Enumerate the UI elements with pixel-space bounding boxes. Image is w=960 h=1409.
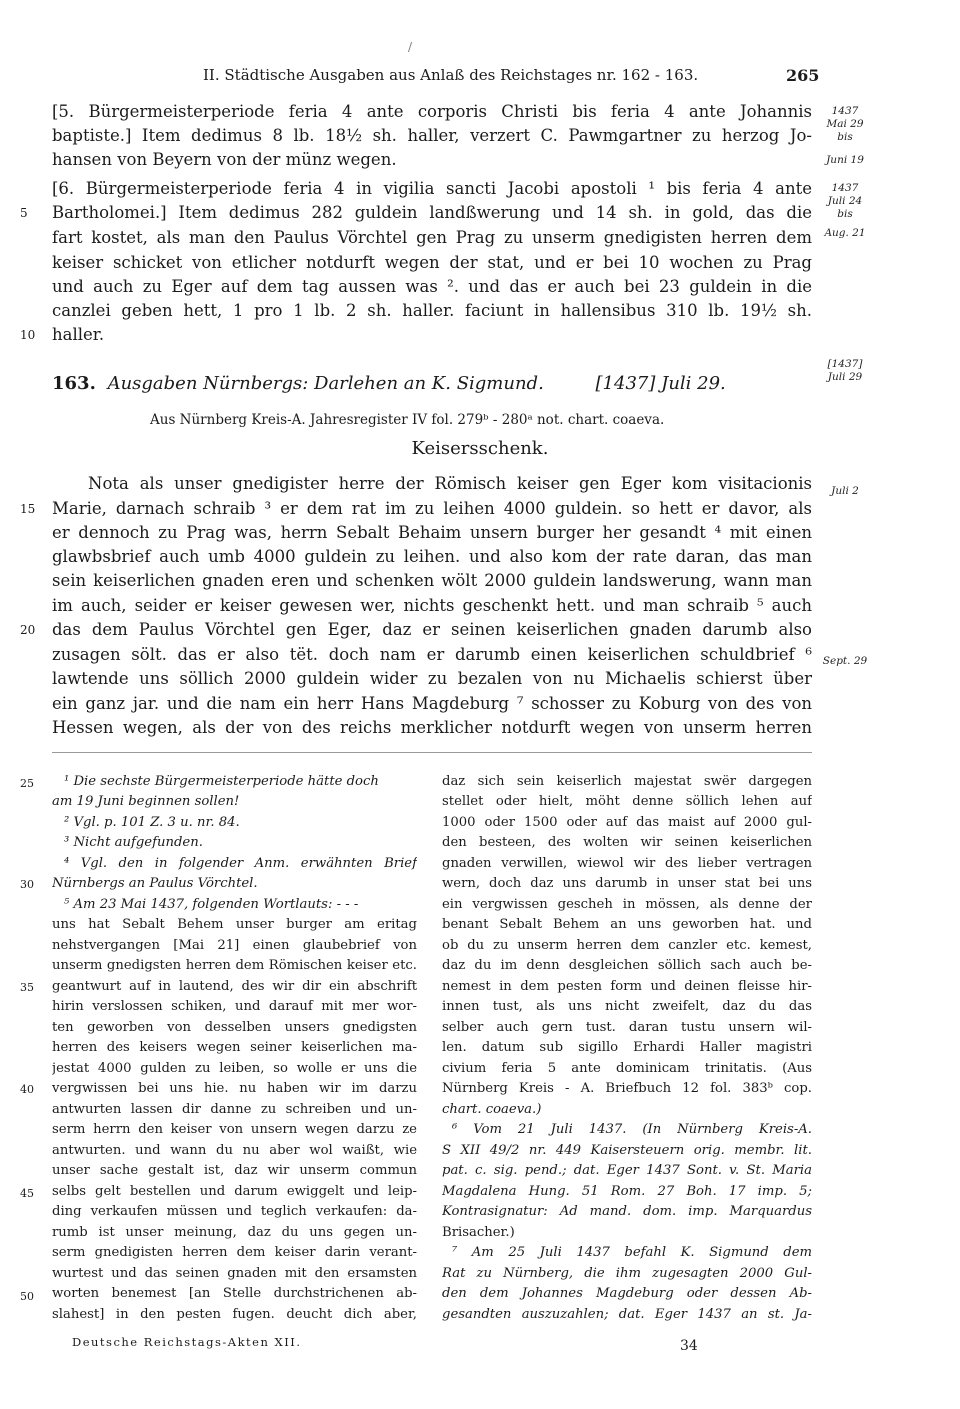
footnote-line: daz sich sein keiserlich majestat swër dargegen xyxy=(442,774,812,789)
footnote-line: Rat zu Nürnberg, die ihm zugesagten 2000 Gul- xyxy=(442,1266,812,1281)
footnote-line: slahest] in den pesten fugen. deucht dich aber, xyxy=(52,1307,417,1322)
text-line: Nota als unser gnedigister herre der Römisch keiser gen Eger kom visitacionis xyxy=(88,474,812,493)
footnote-line: pat. c. sig. pend.; dat. Eger 1437 Sont. v. St. Maria xyxy=(442,1163,812,1178)
section-title: Ausgaben Nürnbergs: Darlehen an K. Sigmund. xyxy=(107,373,544,394)
section-number: 163. xyxy=(52,373,96,394)
footnote-line: ⁷ Am 25 Juli 1437 befahl K. Sigmund dem xyxy=(452,1245,812,1260)
footnote-line: ein vergwissen gescheh in mössen, als denne der xyxy=(442,897,812,912)
line-number: 10 xyxy=(20,328,36,342)
page-number: 265 xyxy=(786,66,820,85)
footnote-line: ding verkaufen müssen und teglich verkaufen: da- xyxy=(52,1204,417,1219)
text-line: zusagen sölt. das er also tët. doch nam er darumb einen keiserlichen schuldbrief ⁶ xyxy=(52,645,812,664)
text-line: baptiste.] Item dedimus 8 lb. 18½ sh. haller, verzert C. Pawmgartner zu herzog Jo- xyxy=(52,126,812,145)
footnote-line: Nürnbergs an Paulus Vörchtel. xyxy=(52,876,258,891)
text-line: haller. xyxy=(52,325,105,344)
text-line: glawbsbrief auch umb 4000 guldein zu leihen. und also kom der rate daran, das man xyxy=(52,547,812,566)
text-line: Bartholomei.] Item dedimus 282 guldein landßwerung und 14 sh. in gold, das die xyxy=(52,203,812,222)
line-number: 30 xyxy=(20,878,34,891)
footnote-line: antwurten. und wann du nu aber wol waißt, wie xyxy=(52,1143,417,1158)
margin-date-note: 1437 Mai 29 bis Juni 19 xyxy=(826,105,864,166)
footnote-line: civium feria 5 ante dominicam trinitatis. (Aus xyxy=(442,1061,812,1076)
text-line: das dem Paulus Vörchtel gen Eger, daz er seinen keiserlichen gnaden darumb also xyxy=(52,620,812,639)
text-line: er dennoch zu Prag was, herrn Sebalt Behaim unsern burger her gesandt ⁴ mit einen xyxy=(52,523,812,542)
footnote-line: unserm gnedigsten herren dem Römischen keiser etc. xyxy=(52,958,417,973)
footnote-line: ⁴ Vgl. den in folgender Anm. erwähnten Brief xyxy=(64,856,417,871)
footnote-line: len. datum sub sigillo Erhardi Haller magistri xyxy=(442,1040,812,1055)
text-line: [6. Bürgermeisterperiode feria 4 in vigilia sancti Jacobi apostoli ¹ bis feria 4 ante xyxy=(52,179,812,198)
footnote-line: hirin verslossen schiken, und darauf mit mer wor- xyxy=(52,999,417,1014)
footnote-line: gnaden verwillen, wiewol wir des lieber vertragen xyxy=(442,856,812,871)
text-line: ein ganz jar. und die nam ein herr Hans Magdeburg ⁷ schosser zu Koburg von des von xyxy=(52,694,812,713)
footnote-line: Nürnberg Kreis - A. Briefbuch 12 fol. 383ᵇ cop. xyxy=(442,1081,812,1096)
footnote-line: ⁶ Vom 21 Juli 1437. (In Nürnberg Kreis-A. xyxy=(452,1122,812,1137)
footnote-line: den besteen, des wolten wir seinen keiserlichen xyxy=(442,835,812,850)
footnote-line: herren des keisers wegen seiner keiserlichen ma- xyxy=(52,1040,417,1055)
text-line: fart kostet, als man den Paulus Vörchtel gen Prag zu unserm gnedigisten herren dem xyxy=(52,228,812,247)
footnote-line: ob du zu unserm herren dem canzler etc. kemest, xyxy=(442,938,812,953)
section-subtitle: Keisersschenk. xyxy=(411,438,549,459)
footnote-separator xyxy=(52,752,812,753)
line-number: 50 xyxy=(20,1290,34,1303)
footnote-line: wurtest und das seinen gnaden mit den ersamsten xyxy=(52,1266,417,1281)
footnote-line: serm herrn den keiser von unsern wegen darzu ze xyxy=(52,1122,417,1137)
margin-date-note: [1437] Juli 29 xyxy=(827,358,863,383)
text-line: lawtende uns söllich 2000 guldein wider zu bezalen von nu Michaelis schierst über xyxy=(52,669,812,688)
footnote-line: vergwissen bei uns hie. nu haben wir im darzu xyxy=(52,1081,417,1096)
text-line: sein keiserlichen gnaden eren und schenken wölt 2000 guldein landswerung, wann man xyxy=(52,571,812,590)
line-number: 40 xyxy=(20,1083,34,1096)
source-citation: Aus Nürnberg Kreis-A. Jahresregister IV fol. 279ᵇ - 280ᵃ not. chart. coaeva. xyxy=(150,412,665,428)
line-number: 20 xyxy=(20,623,36,637)
text-line: im auch, seider er keiser gewesen wer, nichts geschenkt hett. und man schraib ⁵ auch xyxy=(52,596,812,615)
text-line: canzlei geben hett, 1 pro 1 lb. 2 sh. haller. faciunt in hallensibus 310 lb. 19½ sh. xyxy=(52,301,812,320)
footnote-line: selbs gelt bestellen und darum ewiggelt und leip- xyxy=(52,1184,417,1199)
footnote-line: uns hat Sebalt Behem unser burger am eritag xyxy=(52,917,417,932)
footnote-line: S XII 49/2 nr. 449 Kaisersteuern orig. membr. lit. xyxy=(442,1143,812,1158)
footnote-line: ³ Nicht aufgefunden. xyxy=(64,835,203,850)
footnote-line: ten geworben von desselben unsers gnedigsten xyxy=(52,1020,417,1035)
text-line: und auch zu Eger auf dem tag aussen was ². und das er auch bei 23 guldein in die xyxy=(52,277,812,296)
margin-date-note: 1437 Juli 24 bis Aug. 21 xyxy=(824,182,866,239)
footnote-line: unser sache gestalt ist, daz wir unserm commun xyxy=(52,1163,417,1178)
footnote-line: daz du im denn desgleichen söllich sach auch be- xyxy=(442,958,812,973)
footnote-line: geantwurt auf in lautend, des wir dir ein abschrift xyxy=(52,979,417,994)
footnote-line: nemest in dem pesten form und deinen fleisse hir- xyxy=(442,979,812,994)
footnote-line: nehstvergangen [Mai 21] einen glaubebrief von xyxy=(52,938,417,953)
running-header: II. Städtische Ausgaben aus Anlaß des Reichstages nr. 162 - 163. xyxy=(203,66,699,84)
text-line: hansen von Beyern von der münz wegen. xyxy=(52,150,397,169)
section-date: [1437] Juli 29. xyxy=(595,373,726,394)
footnote-line: chart. coaeva.) xyxy=(442,1102,542,1117)
line-number: 35 xyxy=(20,981,34,994)
margin-date-note: Juli 2 xyxy=(831,485,859,497)
footnote-line: innen tust, als uns nicht zweifelt, daz du das xyxy=(442,999,812,1014)
footnote-line: selber auch gern tust. daran tustu unsern wil- xyxy=(442,1020,812,1035)
footnote-line: wern, doch daz uns darumb in unser stat bei uns xyxy=(442,876,812,891)
footnote-line: ² Vgl. p. 101 Z. 3 u. nr. 84. xyxy=(64,815,240,830)
footnote-line: gesandten auszuzahlen; dat. Eger 1437 an st. Ja- xyxy=(442,1307,812,1322)
header-mark: / xyxy=(408,40,413,54)
footnote-line: ¹ Die sechste Bürgermeisterperiode hätte doch xyxy=(64,774,379,789)
footnote-line: benant Sebalt Behem an uns geworben hat. und xyxy=(442,917,812,932)
footnote-line: serm gnedigisten herren dem keiser darin verant- xyxy=(52,1245,417,1260)
line-number: 15 xyxy=(20,502,36,516)
footnote-line: worten benemest [an Stelle durchstrichenen ab- xyxy=(52,1286,417,1301)
line-number: 5 xyxy=(20,206,28,220)
footnote-line: Kontrasignatur: Ad mand. dom. imp. Marquardus xyxy=(442,1204,812,1219)
text-line: Hessen wegen, als der von des reichs merklicher notdurft wegen von unserm herren xyxy=(52,718,812,737)
footnote-line: antwurten lassen dir danne zu schreiben und un- xyxy=(52,1102,417,1117)
line-number: 25 xyxy=(20,777,34,790)
footnote-line: am 19 Juni beginnen sollen! xyxy=(52,794,240,809)
footnote-line: den dem Johannes Magdeburg oder dessen Ab- xyxy=(442,1286,812,1301)
section-heading xyxy=(52,373,726,394)
signature-number: 34 xyxy=(680,1338,698,1354)
footnote-line: stellet oder hielt, möht denne söllich lehen auf xyxy=(442,794,812,809)
footnote-line: Brisacher.) xyxy=(442,1225,515,1240)
footnote-line: jestat 4000 gulden zu leiben, so wolle er uns die xyxy=(52,1061,417,1076)
series-footer: Deutsche Reichstags-Akten XII. xyxy=(72,1335,302,1349)
footnote-line: Magdalena Hung. 51 Rom. 27 Boh. 17 imp. 5; xyxy=(442,1184,812,1199)
text-line: Marie, darnach schraib ³ er dem rat im zu leihen 4000 guldein. so hett er davor, als xyxy=(52,499,812,518)
footnote-line: rumb ist unser meinung, daz du uns gegen un- xyxy=(52,1225,417,1240)
footnote-line: ⁵ Am 23 Mai 1437, folgenden Wortlauts: - - - xyxy=(64,897,359,912)
text-line: keiser schicket von etlicher notdurft wegen der stat, und er bei 10 wochen zu Prag xyxy=(52,253,812,272)
margin-date-note: Sept. 29 xyxy=(822,655,868,667)
footnote-line: 1000 oder 1500 oder auf das maist auf 2000 gul- xyxy=(442,815,812,830)
line-number: 45 xyxy=(20,1187,34,1200)
text-line: [5. Bürgermeisterperiode feria 4 ante corporis Christi bis feria 4 ante Johannis xyxy=(52,102,812,121)
